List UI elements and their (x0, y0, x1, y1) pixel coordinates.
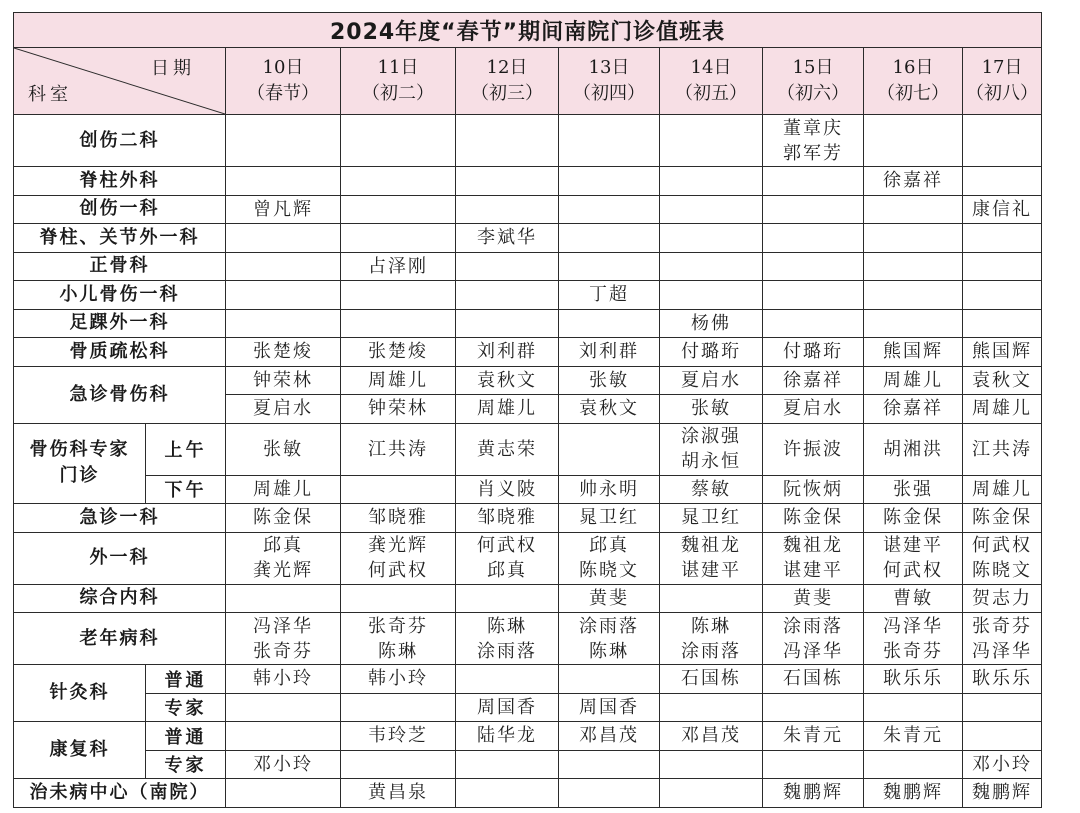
duty-cell: 周国香 (456, 693, 559, 722)
cell-line: 龚光辉 (368, 535, 428, 556)
department-name: 骨质疏松科 (14, 338, 226, 367)
cell-line: 冯泽华 (783, 640, 843, 662)
cell-line: 谌建平 (883, 535, 943, 556)
department-name: 治未病中心（南院） (14, 779, 226, 808)
schedule-row (14, 584, 1042, 613)
date-header (341, 48, 456, 115)
schedule-row (14, 532, 1042, 584)
duty-cell: 周雄儿 (864, 366, 963, 395)
schedule-row (14, 423, 1042, 475)
duty-cell (660, 167, 763, 196)
duty-cell: 周雄儿 (341, 366, 456, 395)
duty-cell: 韩小玲 (341, 665, 456, 694)
cell-line: 何武权 (883, 560, 943, 581)
duty-cell (456, 115, 559, 167)
duty-cell: 贺志力 (963, 584, 1042, 613)
duty-cell: 陈金保 (226, 504, 341, 533)
duty-cell (456, 309, 559, 338)
cell-line: 邱真 (589, 535, 629, 556)
duty-cell (763, 224, 864, 253)
duty-cell (660, 779, 763, 808)
date-name: （初四） (573, 83, 645, 104)
duty-cell (864, 115, 963, 167)
cell-line: 何武权 (972, 535, 1033, 556)
department-name: 脊柱外科 (14, 167, 226, 196)
department-name: 老年病科 (14, 613, 226, 665)
date-header (763, 48, 864, 115)
duty-cell: 张敏 (226, 423, 341, 475)
duty-cell: 魏鹏辉 (963, 779, 1042, 808)
duty-cell (226, 532, 341, 584)
date-name: （初七） (877, 83, 949, 104)
cell-line: 郭军芳 (783, 142, 843, 164)
duty-cell (660, 115, 763, 167)
duty-cell (559, 613, 660, 665)
duty-cell: 魏鹏辉 (864, 779, 963, 808)
session-label: 上午 (146, 423, 226, 475)
department-name: 急诊骨伤科 (14, 366, 226, 423)
session-label: 普通 (146, 722, 226, 751)
duty-cell (456, 252, 559, 281)
cell-line: 魏祖龙 (783, 535, 843, 556)
schedule-container (13, 12, 1042, 808)
duty-cell (660, 423, 763, 475)
cell-line: 陈琳 (378, 640, 418, 662)
duty-cell: 周雄儿 (963, 475, 1042, 504)
duty-cell: 许振波 (763, 423, 864, 475)
schedule-row (14, 281, 1042, 310)
duty-cell: 刘利群 (559, 338, 660, 367)
duty-cell: 熊国辉 (864, 338, 963, 367)
duty-cell (456, 613, 559, 665)
date-number: 16日 (892, 57, 934, 78)
duty-cell: 魏鹏辉 (763, 779, 864, 808)
duty-cell (559, 532, 660, 584)
duty-cell (660, 613, 763, 665)
duty-cell (660, 584, 763, 613)
duty-cell: 张楚焌 (341, 338, 456, 367)
department-name: 急诊一科 (14, 504, 226, 533)
date-number: 10日 (262, 57, 304, 78)
cell-line: 陈琳 (691, 615, 731, 637)
duty-cell: 邹晓雅 (341, 504, 456, 533)
duty-cell (963, 252, 1042, 281)
duty-cell: 陈金保 (864, 504, 963, 533)
duty-cell (660, 281, 763, 310)
duty-cell (963, 532, 1042, 584)
schedule-row (14, 722, 1042, 751)
duty-cell: 康信礼 (963, 195, 1042, 224)
cell-line: 谌建平 (783, 560, 843, 581)
date-header (456, 48, 559, 115)
date-name: （初三） (471, 83, 543, 104)
duty-cell: 曾凡辉 (226, 195, 341, 224)
duty-cell (559, 779, 660, 808)
duty-cell: 江共涛 (963, 423, 1042, 475)
department-name: 外一科 (14, 532, 226, 584)
duty-cell: 钟荣林 (226, 366, 341, 395)
duty-cell: 蔡敏 (660, 475, 763, 504)
duty-cell (559, 252, 660, 281)
duty-cell: 韦玲芝 (341, 722, 456, 751)
cell-line: 涂淑强 (681, 426, 741, 447)
duty-cell (226, 115, 341, 167)
duty-cell (763, 532, 864, 584)
department-name: 小儿骨伤一科 (14, 281, 226, 310)
duty-cell (864, 252, 963, 281)
duty-cell (864, 750, 963, 779)
session-label: 下午 (146, 475, 226, 504)
department-name: 创伤二科 (14, 115, 226, 167)
duty-cell: 袁秋文 (456, 366, 559, 395)
duty-cell: 帅永明 (559, 475, 660, 504)
duty-cell: 黄斐 (763, 584, 864, 613)
date-number: 13日 (588, 57, 630, 78)
duty-cell: 陈金保 (763, 504, 864, 533)
duty-schedule-table (13, 12, 1042, 808)
duty-cell (963, 115, 1042, 167)
duty-cell (341, 750, 456, 779)
duty-cell (963, 693, 1042, 722)
date-number: 17日 (981, 57, 1023, 78)
duty-cell: 韩小玲 (226, 665, 341, 694)
duty-cell (341, 613, 456, 665)
duty-cell (963, 613, 1042, 665)
duty-cell: 占泽刚 (341, 252, 456, 281)
date-header (660, 48, 763, 115)
cell-line: 张奇芬 (972, 615, 1033, 637)
date-label: 日期 (151, 58, 195, 79)
duty-cell (963, 309, 1042, 338)
session-label: 普通 (146, 665, 226, 694)
cell-line: 陈晓文 (579, 560, 639, 581)
date-header (226, 48, 341, 115)
duty-cell: 徐嘉祥 (864, 167, 963, 196)
duty-cell (763, 693, 864, 722)
duty-cell (763, 613, 864, 665)
duty-cell: 黄志荣 (456, 423, 559, 475)
duty-cell (226, 584, 341, 613)
duty-cell (226, 224, 341, 253)
duty-cell (660, 693, 763, 722)
duty-cell (456, 779, 559, 808)
cell-line: 邱真 (487, 560, 527, 581)
schedule-row (14, 475, 1042, 504)
duty-cell: 徐嘉祥 (864, 395, 963, 424)
duty-cell (963, 722, 1042, 751)
duty-cell: 朱青元 (763, 722, 864, 751)
duty-cell: 江共涛 (341, 423, 456, 475)
duty-cell (763, 252, 864, 281)
duty-cell (341, 281, 456, 310)
department-name: 正骨科 (14, 252, 226, 281)
cell-line: 门诊 (59, 465, 100, 487)
duty-cell (341, 224, 456, 253)
department-name: 创伤一科 (14, 195, 226, 224)
duty-cell (559, 750, 660, 779)
cell-line: 冯泽华 (883, 615, 943, 637)
duty-cell: 邓小玲 (963, 750, 1042, 779)
session-label: 专家 (146, 750, 226, 779)
cell-line: 陈晓文 (972, 560, 1033, 581)
duty-cell: 周雄儿 (226, 475, 341, 504)
duty-cell (864, 532, 963, 584)
duty-cell: 邓昌茂 (660, 722, 763, 751)
duty-cell (864, 309, 963, 338)
cell-line: 龚光辉 (253, 560, 313, 581)
duty-cell: 邹晓雅 (456, 504, 559, 533)
duty-cell (864, 613, 963, 665)
date-number: 11日 (377, 57, 419, 78)
duty-cell (226, 722, 341, 751)
duty-cell: 周雄儿 (456, 395, 559, 424)
duty-cell: 钟荣林 (341, 395, 456, 424)
cell-line: 谌建平 (681, 560, 741, 581)
duty-cell (456, 750, 559, 779)
duty-cell: 邓小玲 (226, 750, 341, 779)
duty-cell (559, 665, 660, 694)
duty-cell (660, 750, 763, 779)
duty-cell (341, 475, 456, 504)
duty-cell: 周雄儿 (963, 395, 1042, 424)
cell-line: 骨伤科专家 (29, 439, 130, 461)
cell-line: 冯泽华 (253, 615, 313, 637)
duty-cell (456, 195, 559, 224)
schedule-row (14, 167, 1042, 196)
cell-line: 涂雨落 (783, 615, 843, 637)
cell-line: 邱真 (263, 535, 303, 556)
cell-line: 张奇芬 (368, 615, 428, 637)
duty-cell: 熊国辉 (963, 338, 1042, 367)
date-name: （初六） (777, 83, 849, 104)
duty-cell: 黄斐 (559, 584, 660, 613)
schedule-row (14, 613, 1042, 665)
duty-cell (559, 309, 660, 338)
header-corner (14, 48, 226, 115)
department-name: 脊柱、关节外一科 (14, 224, 226, 253)
date-name: （初五） (675, 83, 747, 104)
date-header (963, 48, 1042, 115)
duty-cell (963, 167, 1042, 196)
cell-line: 涂雨落 (477, 640, 537, 662)
duty-cell: 袁秋文 (963, 366, 1042, 395)
duty-cell (864, 195, 963, 224)
duty-cell: 李斌华 (456, 224, 559, 253)
date-number: 12日 (486, 57, 528, 78)
duty-cell (226, 167, 341, 196)
duty-cell: 丁超 (559, 281, 660, 310)
duty-cell: 张强 (864, 475, 963, 504)
duty-cell: 周国香 (559, 693, 660, 722)
duty-cell: 耿乐乐 (963, 665, 1042, 694)
duty-cell: 邓昌茂 (559, 722, 660, 751)
department-name: 综合内科 (14, 584, 226, 613)
duty-cell (456, 532, 559, 584)
duty-cell (660, 224, 763, 253)
duty-cell (660, 532, 763, 584)
duty-cell: 张楚焌 (226, 338, 341, 367)
schedule-row (14, 750, 1042, 779)
duty-cell (226, 613, 341, 665)
duty-cell (226, 252, 341, 281)
cell-line: 张奇芬 (883, 640, 943, 662)
duty-cell: 石国栋 (763, 665, 864, 694)
date-number: 15日 (792, 57, 834, 78)
duty-cell (763, 195, 864, 224)
schedule-row (14, 115, 1042, 167)
duty-cell: 阮恢炳 (763, 475, 864, 504)
duty-cell: 胡湘洪 (864, 423, 963, 475)
duty-cell: 曹敏 (864, 584, 963, 613)
cell-line: 何武权 (368, 560, 428, 581)
duty-cell: 杨佛 (660, 309, 763, 338)
cell-line: 陈琳 (487, 615, 527, 637)
cell-line: 胡永恒 (681, 451, 741, 472)
cell-line: 魏祖龙 (681, 535, 741, 556)
duty-cell: 耿乐乐 (864, 665, 963, 694)
department-name: 针灸科 (14, 665, 146, 722)
duty-cell (341, 532, 456, 584)
schedule-row (14, 338, 1042, 367)
duty-cell: 晁卫红 (660, 504, 763, 533)
date-name: （初八） (966, 83, 1039, 104)
duty-cell (341, 115, 456, 167)
schedule-row (14, 252, 1042, 281)
date-name: （初二） (362, 83, 434, 104)
duty-cell: 陈金保 (963, 504, 1042, 533)
schedule-row (14, 504, 1042, 533)
duty-cell (559, 167, 660, 196)
duty-cell (341, 693, 456, 722)
date-name: （春节） (247, 83, 319, 104)
date-number: 14日 (690, 57, 732, 78)
schedule-row (14, 779, 1042, 808)
duty-cell (660, 252, 763, 281)
duty-cell (763, 750, 864, 779)
duty-cell (559, 115, 660, 167)
cell-line: 张奇芬 (253, 640, 313, 662)
dept-label: 科室 (28, 84, 72, 105)
date-header (864, 48, 963, 115)
schedule-row (14, 309, 1042, 338)
page-title: 2024年度“春节”期间南院门诊值班表 (14, 13, 1042, 48)
header-row (14, 48, 1042, 115)
cell-line: 陈琳 (589, 640, 629, 662)
session-label: 专家 (146, 693, 226, 722)
duty-cell (763, 281, 864, 310)
duty-cell (559, 195, 660, 224)
schedule-row (14, 195, 1042, 224)
duty-cell (341, 309, 456, 338)
duty-cell: 张敏 (559, 366, 660, 395)
duty-cell (864, 281, 963, 310)
duty-cell: 张敏 (660, 395, 763, 424)
duty-cell (456, 665, 559, 694)
duty-cell: 石国栋 (660, 665, 763, 694)
duty-cell: 夏启水 (226, 395, 341, 424)
duty-cell (456, 167, 559, 196)
duty-cell (456, 281, 559, 310)
duty-cell: 陆华龙 (456, 722, 559, 751)
date-header (559, 48, 660, 115)
duty-cell (864, 693, 963, 722)
duty-cell: 付璐珩 (660, 338, 763, 367)
cell-line: 涂雨落 (579, 615, 639, 637)
duty-cell: 朱青元 (864, 722, 963, 751)
duty-cell (963, 224, 1042, 253)
duty-cell: 付璐珩 (763, 338, 864, 367)
duty-cell: 袁秋文 (559, 395, 660, 424)
department-name (14, 423, 146, 504)
duty-cell (763, 309, 864, 338)
duty-cell (226, 281, 341, 310)
cell-line: 涂雨落 (681, 640, 741, 662)
schedule-row (14, 665, 1042, 694)
cell-line: 何武权 (477, 535, 537, 556)
duty-cell (341, 584, 456, 613)
duty-cell: 徐嘉祥 (763, 366, 864, 395)
duty-cell: 黄昌泉 (341, 779, 456, 808)
duty-cell: 夏启水 (660, 366, 763, 395)
duty-cell: 晁卫红 (559, 504, 660, 533)
duty-cell (456, 584, 559, 613)
schedule-row (14, 366, 1042, 395)
schedule-row (14, 693, 1042, 722)
duty-cell (660, 195, 763, 224)
duty-cell: 肖义陂 (456, 475, 559, 504)
duty-cell (226, 693, 341, 722)
duty-cell (226, 309, 341, 338)
cell-line: 冯泽华 (972, 640, 1033, 662)
department-name: 足踝外一科 (14, 309, 226, 338)
duty-cell: 夏启水 (763, 395, 864, 424)
department-name: 康复科 (14, 722, 146, 779)
duty-cell (341, 167, 456, 196)
duty-cell (763, 115, 864, 167)
duty-cell (763, 167, 864, 196)
duty-cell (559, 423, 660, 475)
duty-cell (559, 224, 660, 253)
duty-cell (963, 281, 1042, 310)
duty-cell (864, 224, 963, 253)
cell-line: 董章庆 (783, 117, 843, 139)
duty-cell (341, 195, 456, 224)
schedule-row (14, 224, 1042, 253)
duty-cell: 刘利群 (456, 338, 559, 367)
duty-cell (226, 779, 341, 808)
